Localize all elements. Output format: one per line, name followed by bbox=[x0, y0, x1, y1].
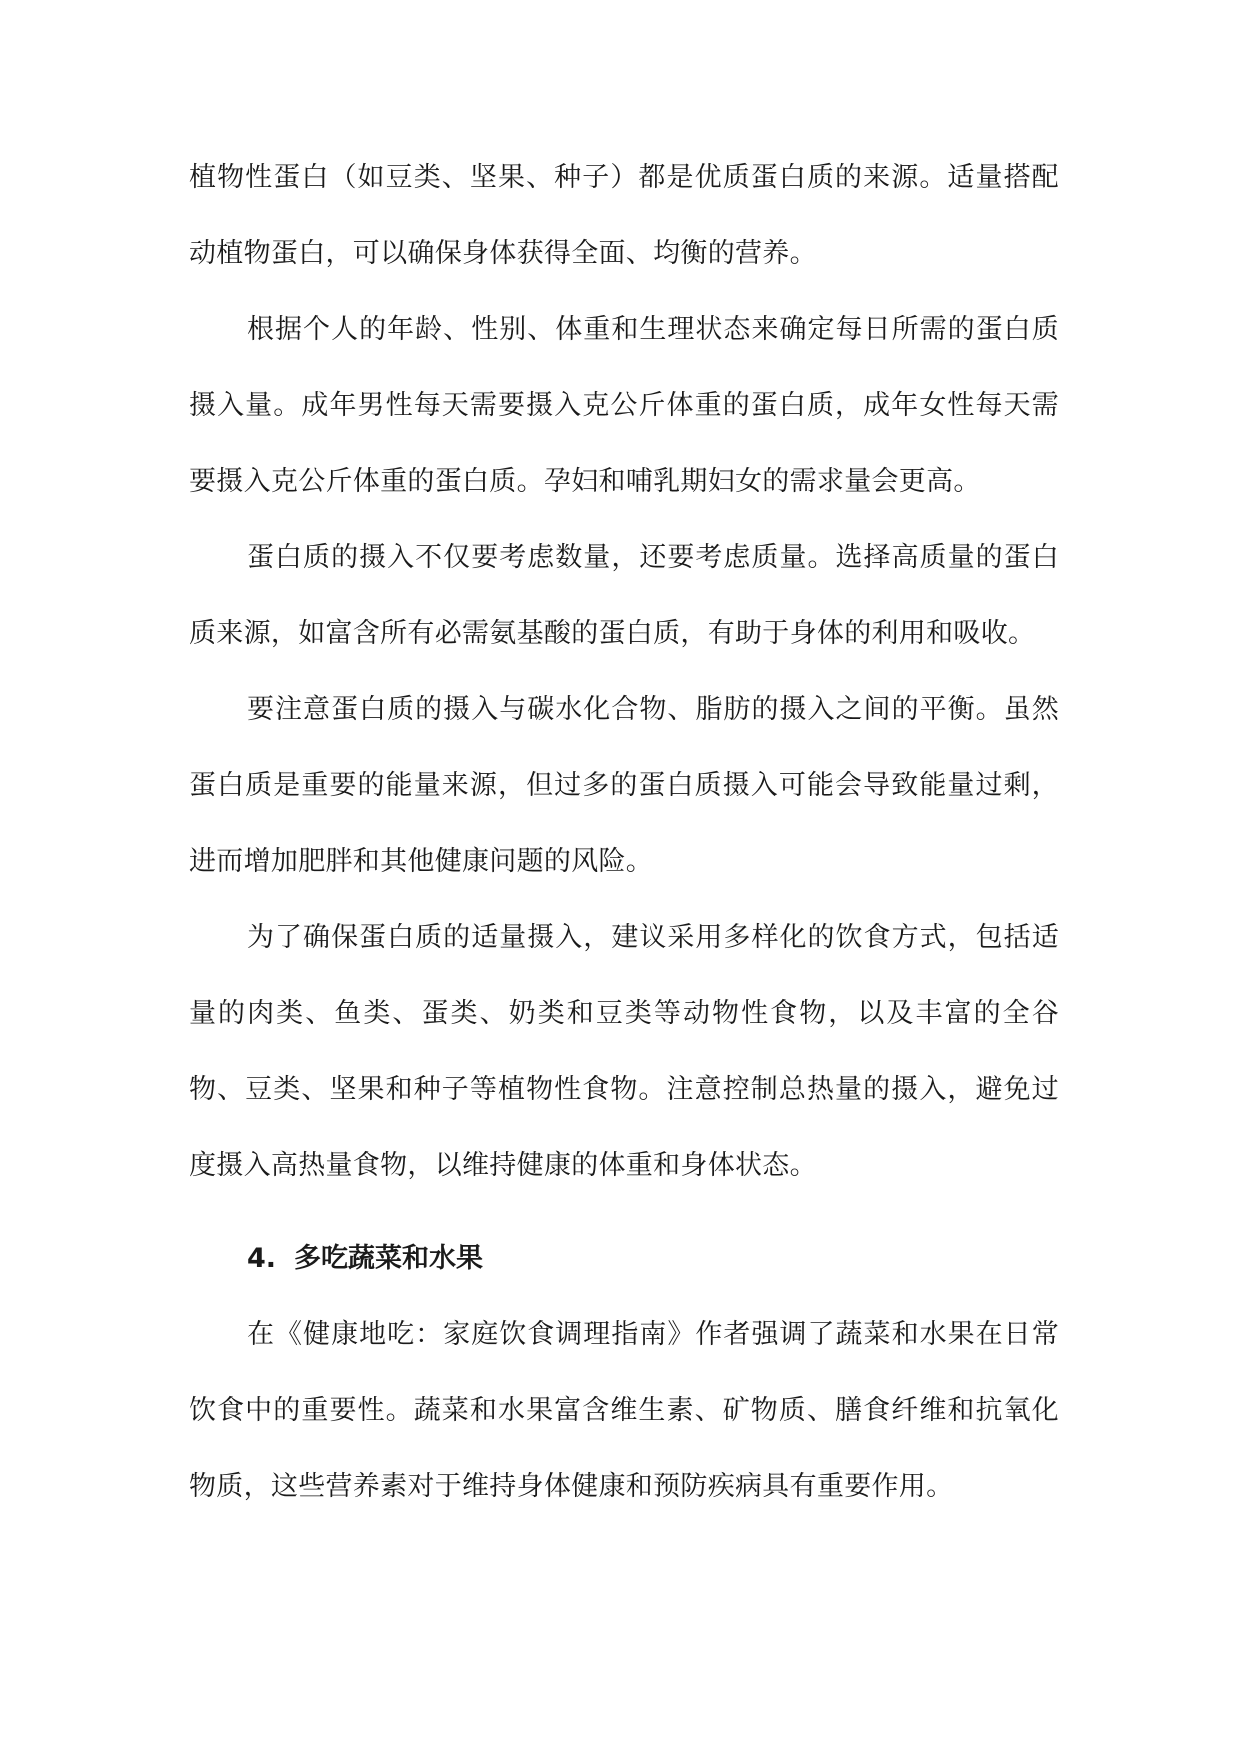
paragraph-protein-quality: 蛋白质的摄入不仅要考虑数量，还要考虑质量。选择高质量的蛋白质来源，如富含所有必需氨基酸的蛋白质，有助于身体的利用和吸收。 bbox=[189, 542, 1059, 649]
paragraph-plant-protein: 植物性蛋白（如豆类、坚果、种子）都是优质蛋白质的来源。适量搭配动植物蛋白，可以确保身体获得全面、均衡的营养。 bbox=[189, 162, 1059, 269]
paragraph-vegetables-fruits: 在《健康地吃：家庭饮食调理指南》作者强调了蔬菜和水果在日常饮食中的重要性。蔬菜和水果富含维生素、矿物质、膳食纤维和抗氧化物质，这些营养素对于维持身体健康和预防疾病具有重要作用。 bbox=[189, 1319, 1059, 1502]
section-number: 4. bbox=[247, 1243, 277, 1274]
paragraph-diverse-diet: 为了确保蛋白质的适量摄入，建议采用多样化的饮食方式，包括适量的肉类、鱼类、蛋类、奶类和豆类等动物性食物，以及丰富的全谷物、豆类、坚果和种子等植物性食物。注意控制总热量的摄入，避免过度摄入高热量食物，以维持健康的体重和身体状态。 bbox=[189, 922, 1059, 1181]
paragraph-protein-intake-amount: 根据个人的年龄、性别、体重和生理状态来确定每日所需的蛋白质摄入量。成年男性每天需要摄入克公斤体重的蛋白质，成年女性每天需要摄入克公斤体重的蛋白质。孕妇和哺乳期妇女的需求量会更高。 bbox=[189, 314, 1059, 497]
section-title: 多吃蔬菜和水果 bbox=[294, 1243, 484, 1274]
section-heading bbox=[189, 1221, 1059, 1297]
document-body bbox=[189, 140, 1059, 1525]
paragraph-macronutrient-balance: 要注意蛋白质的摄入与碳水化合物、脂肪的摄入之间的平衡。虽然蛋白质是重要的能量来源，但过多的蛋白质摄入可能会导致能量过剩，进而增加肥胖和其他健康问题的风险。 bbox=[189, 694, 1059, 877]
